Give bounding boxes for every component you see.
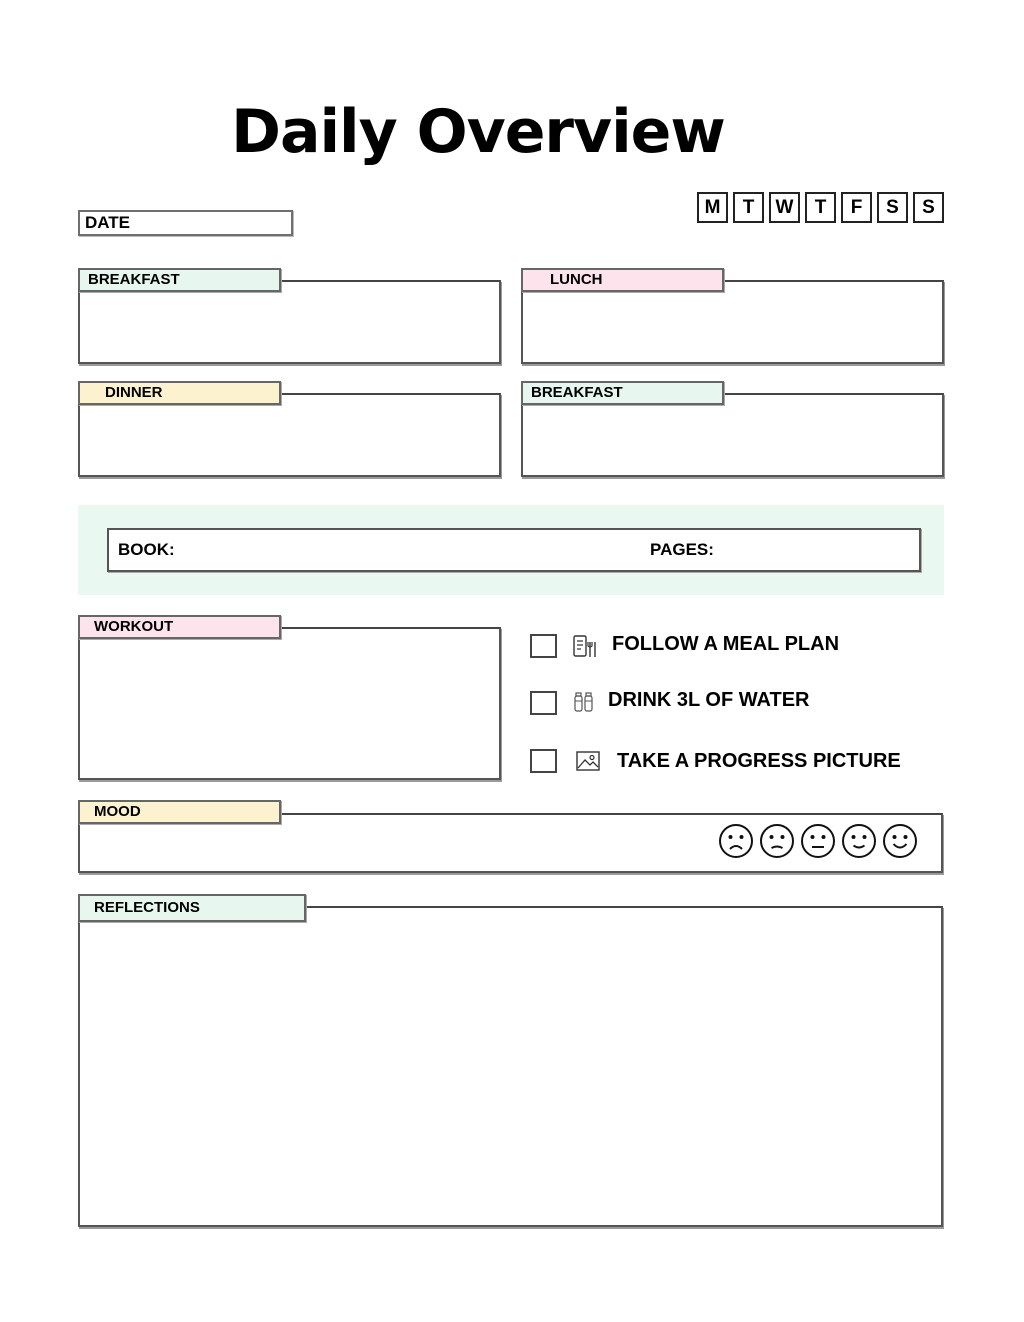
day-sunday[interactable]: S xyxy=(913,192,944,223)
day-tuesday[interactable]: T xyxy=(733,192,764,223)
day-thursday[interactable]: T xyxy=(805,192,836,223)
dinner-box[interactable] xyxy=(78,393,501,477)
progress-picture-goal: TAKE A PROGRESS PICTURE xyxy=(617,750,901,772)
weekday-selector xyxy=(697,192,944,223)
lunch-box[interactable] xyxy=(521,280,944,364)
breakfast-tab-2: BREAKFAST xyxy=(521,381,724,405)
breakfast-tab: BREAKFAST xyxy=(78,268,281,292)
workout-tab: WORKOUT xyxy=(78,615,281,639)
meal-plan-icon xyxy=(572,633,598,659)
reflections-tab: REFLECTIONS xyxy=(78,894,306,922)
meal-plan-goal: FOLLOW A MEAL PLAN xyxy=(612,633,840,655)
pages-label: PAGES: xyxy=(650,540,714,559)
breakfast-box[interactable] xyxy=(78,280,501,364)
meal-plan-checkbox[interactable] xyxy=(530,634,557,658)
date-field[interactable]: DATE xyxy=(78,210,293,236)
frown-face-icon[interactable] xyxy=(759,823,795,859)
lunch-tab: LUNCH xyxy=(521,268,724,292)
happy-face-icon[interactable] xyxy=(882,823,918,859)
breakfast-box-2[interactable] xyxy=(521,393,944,477)
day-wednesday[interactable]: W xyxy=(769,192,800,223)
sad-face-icon[interactable] xyxy=(718,823,754,859)
picture-icon xyxy=(575,748,601,774)
mood-tab: MOOD xyxy=(78,800,281,824)
workout-box[interactable] xyxy=(78,627,501,780)
progress-picture-checkbox[interactable] xyxy=(530,749,557,773)
mood-faces xyxy=(718,823,918,859)
dinner-tab: DINNER xyxy=(78,381,281,405)
day-friday[interactable]: F xyxy=(841,192,872,223)
day-saturday[interactable]: S xyxy=(877,192,908,223)
reading-field[interactable] xyxy=(107,528,921,572)
water-bottles-icon xyxy=(571,689,597,715)
book-label: BOOK: xyxy=(118,540,175,559)
day-monday[interactable]: M xyxy=(697,192,728,223)
water-checkbox[interactable] xyxy=(530,691,557,715)
water-goal: DRINK 3L OF WATER xyxy=(608,689,810,711)
page-title: Daily Overview xyxy=(231,97,725,167)
reflections-box[interactable] xyxy=(78,906,943,1227)
slight-smile-face-icon[interactable] xyxy=(841,823,877,859)
neutral-face-icon[interactable] xyxy=(800,823,836,859)
